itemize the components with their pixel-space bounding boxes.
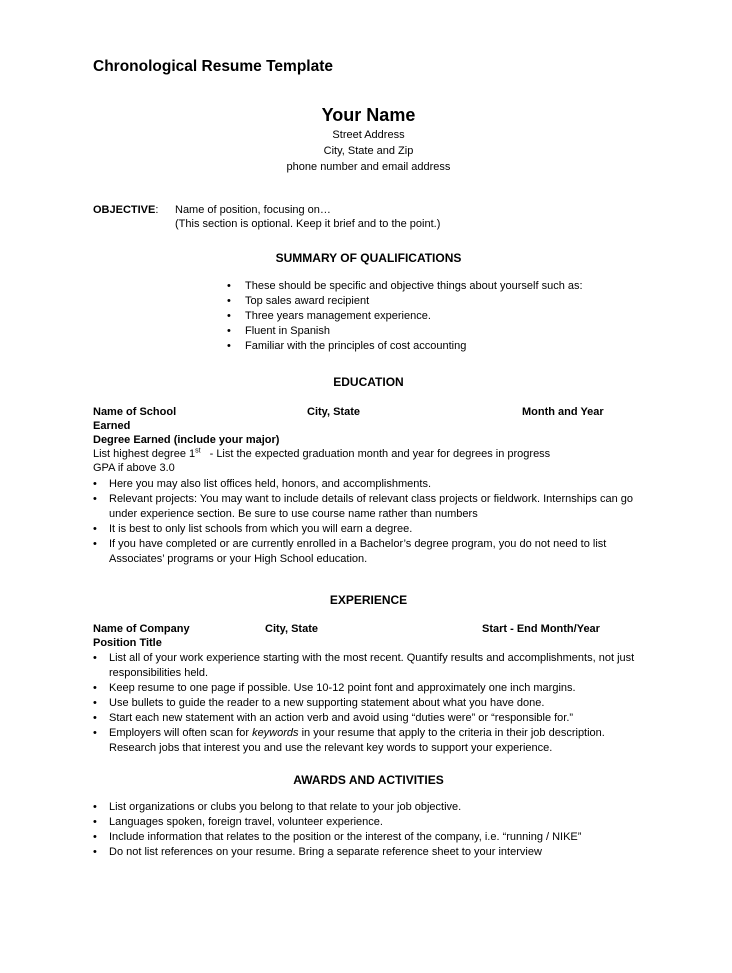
- bullet-marker: •: [227, 325, 231, 337]
- bullet-marker: •: [93, 538, 97, 550]
- bullet-item: [93, 651, 644, 681]
- bullet-text: It is best to only list schools from which you will earn a degree.: [109, 523, 413, 535]
- bullet-marker: •: [93, 727, 97, 739]
- bullet-item: [227, 279, 644, 294]
- bullet-item: [93, 537, 644, 567]
- summary-heading: SUMMARY OF QUALIFICATIONS: [275, 251, 462, 265]
- degree-note-rest: - List the expected graduation month and year for degrees in progress: [209, 448, 551, 460]
- experience-column-row: [93, 622, 644, 636]
- bullet-item: [93, 845, 644, 860]
- bullet-text: Fluent in Spanish: [245, 325, 330, 337]
- bullet-marker: •: [93, 816, 97, 828]
- bullet-text: Start each new statement with an action verb and avoid using “duties were” or “responsible for.”: [109, 712, 574, 724]
- awards-list: [93, 800, 644, 860]
- contact-address: Street Address: [332, 129, 405, 141]
- awards-heading: AWARDS AND ACTIVITIES: [293, 773, 444, 787]
- education-gpa-line: GPA if above 3.0: [93, 462, 175, 474]
- summary-list: [227, 279, 644, 354]
- objective-section: [93, 203, 644, 231]
- bullet-marker: •: [93, 831, 97, 843]
- experience-col-city-state: City, State: [265, 623, 318, 635]
- bullet-text: Languages spoken, foreign travel, volunteer experience.: [109, 816, 383, 828]
- bullet-text: List all of your work experience starting with the most recent. Quantify results and accomplishments, not just responsibilities held.: [109, 652, 635, 679]
- degree-note-superscript: st: [195, 447, 201, 455]
- bullet-text: Use bullets to guide the reader to a new supporting statement about what you have done.: [109, 697, 545, 709]
- bullet-marker: •: [93, 478, 97, 490]
- bullet-item: [93, 800, 644, 815]
- bullet-text-part: in your resume that apply to the criteria in their job description. Research jobs that interest you and use the relevant key words to support your experience.: [109, 727, 605, 754]
- bullet-text: Relevant projects: You may want to include details of relevant class projects or fieldwork. Internships can go under experience section. Be sure to use course name rather than numbers: [109, 493, 633, 520]
- bullet-text: Keep resume to one page if possible. Use 10-12 point font and approximately one inch margins.: [109, 682, 576, 694]
- bullet-item: [93, 492, 644, 522]
- bullet-text: These should be specific and objective things about yourself such as:: [245, 280, 583, 292]
- education-col-date: Month and Year: [522, 406, 604, 418]
- education-list: [93, 477, 644, 567]
- experience-position-title: Position Title: [93, 637, 162, 649]
- education-degree-note: [93, 447, 644, 461]
- education-heading: EDUCATION: [333, 375, 404, 389]
- bullet-marker: •: [93, 846, 97, 858]
- bullet-item: [93, 726, 644, 756]
- experience-heading: EXPERIENCE: [329, 593, 408, 607]
- bullet-item: [227, 294, 644, 309]
- bullet-item: [93, 681, 644, 696]
- bullet-text: List organizations or clubs you belong to that relate to your job objective.: [109, 801, 462, 813]
- bullet-text: Top sales award recipient: [245, 295, 370, 307]
- bullet-item: [93, 477, 644, 492]
- bullet-item: [93, 830, 644, 845]
- contact-city-state-zip: City, State and Zip: [323, 145, 414, 157]
- objective-line: (This section is optional. Keep it brief and to the point.): [175, 218, 441, 230]
- bullet-item: [227, 339, 644, 354]
- education-column-row: [93, 405, 644, 419]
- bullet-text: Familiar with the principles of cost accounting: [245, 340, 467, 352]
- bullet-marker: •: [93, 697, 97, 709]
- bullet-marker: •: [227, 340, 231, 352]
- bullet-text: [109, 726, 644, 756]
- bullet-text: Three years management experience.: [245, 310, 431, 322]
- education-col-city-state: City, State: [307, 406, 360, 418]
- bullet-marker: •: [93, 523, 97, 535]
- objective-label-text: OBJECTIVE: [93, 204, 156, 216]
- objective-colon: :: [155, 204, 159, 216]
- education-section: [93, 405, 644, 475]
- objective-line: Name of position, focusing on…: [175, 204, 331, 216]
- contact-phone-email: phone number and email address: [286, 161, 451, 173]
- education-col-school: Name of School: [93, 406, 177, 418]
- keyword-italic-text: keywords: [252, 727, 299, 739]
- experience-col-date: Start - End Month/Year: [482, 623, 600, 635]
- experience-list: [93, 651, 644, 756]
- page-title: Chronological Resume Template: [93, 58, 334, 75]
- education-degree-line: Degree Earned (include your major): [93, 434, 280, 446]
- bullet-marker: •: [93, 682, 97, 694]
- bullet-item: [93, 696, 644, 711]
- experience-section: [93, 622, 644, 650]
- bullet-item: [93, 711, 644, 726]
- objective-text: [175, 203, 440, 231]
- bullet-item: [93, 522, 644, 537]
- bullet-marker: •: [93, 712, 97, 724]
- bullet-item: [93, 815, 644, 830]
- experience-col-company: Name of Company: [93, 623, 190, 635]
- bullet-text-part: Employers will often scan for: [109, 727, 253, 739]
- bullet-marker: •: [93, 652, 97, 664]
- degree-note-prefix: List highest degree 1: [93, 448, 196, 460]
- bullet-text: Do not list references on your resume. Bring a separate reference sheet to your interview: [109, 846, 542, 858]
- bullet-marker: •: [93, 493, 97, 505]
- bullet-text: Here you may also list offices held, honors, and accomplishments.: [109, 478, 432, 490]
- bullet-marker: •: [227, 295, 231, 307]
- bullet-marker: •: [93, 801, 97, 813]
- bullet-text: Include information that relates to the position or the interest of the company, i.e. “running / NIKE”: [109, 831, 582, 843]
- bullet-item: [227, 309, 644, 324]
- bullet-item: [227, 324, 644, 339]
- objective-label: [93, 203, 175, 231]
- bullet-marker: •: [227, 310, 231, 322]
- bullet-text: If you have completed or are currently enrolled in a Bachelor’s degree program, you do not need to list Associates’ programs or your High School education.: [109, 538, 607, 565]
- education-earned-line: Earned: [93, 420, 131, 432]
- contact-header: [93, 103, 644, 175]
- bullet-marker: •: [227, 280, 231, 292]
- contact-name: Your Name: [321, 105, 416, 125]
